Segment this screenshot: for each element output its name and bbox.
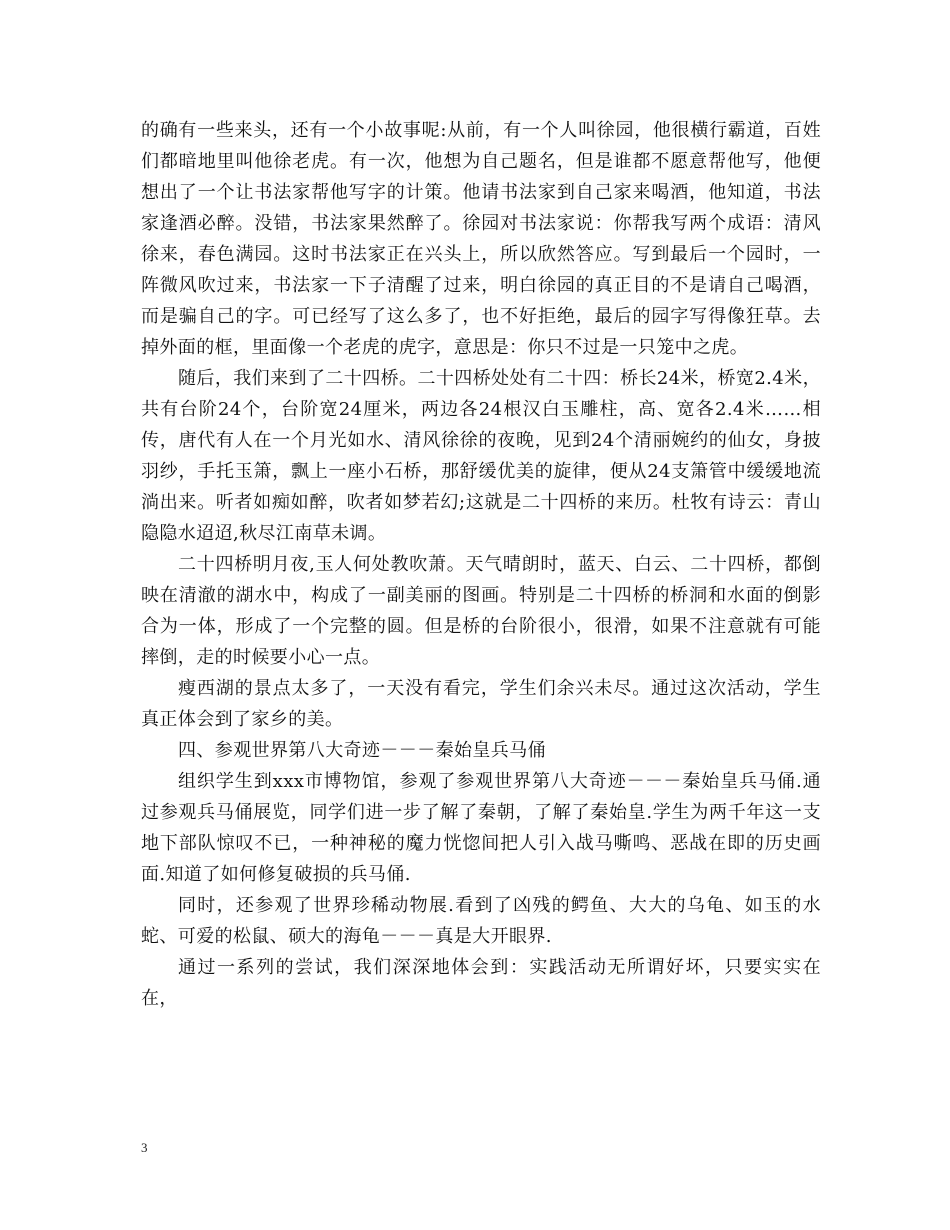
paragraph-2: 随后，我们来到了二十四桥。二十四桥处处有二十四：桥长24米，桥宽2.4米，共有台阶24个，台阶宽24厘米，两边各24根汉白玉雕柱，高、宽各2.4米……相传，唐代有人在一个月光如水、清风徐徐的夜晚，见到24个清丽婉约的仙女，身披羽纱，手托玉箫，飘上一座小石桥，那舒缓优美的旋律，便从24支箫管中缓缓地流淌出来。听者如痴如醉，吹者如梦若幻;这就是二十四桥的来历。杜牧有诗云：青山隐隐水迢迢,秋尽江南草未调。: [141, 368, 821, 544]
page-number: 3: [141, 1140, 148, 1155]
paragraph-1: 的确有一些来头，还有一个小故事呢:从前，有一个人叫徐园，他很横行霸道，百姓们都暗地里叫他徐老虎。有一次，他想为自己题名，但是谁都不愿意帮他写，他便想出了一个让书法家帮他写字的计策。他请书法家到自己家来喝酒，他知道，书法家逢酒必醉。没错，书法家果然醉了。徐园对书法家说：你帮我写两个成语：清风徐来，春色满园。这时书法家正在兴头上，所以欣然答应。写到最后一个园时，一阵微风吹过来，书法家一下子清醒了过来，明白徐园的真正目的不是请自己喝酒，而是骗自己的字。可已经写了这么多了，也不好拒绝，最后的园字写得像狂草。去掉外面的框，里面像一个老虎的虎字，意思是：你只不过是一只笼中之虎。: [141, 120, 821, 358]
paragraph-7: 通过一系列的尝试，我们深深地体会到：实践活动无所谓好坏，只要实实在在，: [141, 957, 821, 1009]
paragraph-5: 组织学生到xxx市博物馆，参观了参观世界第八大奇迹－－－秦始皇兵马俑.通过参观兵马俑展览，同学们进一步了解了秦朝，了解了秦始皇.学生为两千年这一支地下部队惊叹不已，一种神秘的魔力恍惚间把人引入战马嘶鸣、恶战在即的历史画面.知道了如何修复破损的兵马俑.: [141, 771, 821, 885]
section-heading: 四、参观世界第八大奇迹－－－秦始皇兵马俑: [178, 740, 546, 761]
document-body: [141, 115, 821, 1014]
paragraph-6: 同时，还参观了世界珍稀动物展.看到了凶残的鳄鱼、大大的乌龟、如玉的水蛇、可爱的松鼠、硕大的海龟－－－真是大开眼界.: [141, 895, 821, 947]
paragraph-4: 瘦西湖的景点太多了，一天没有看完，学生们余兴未尽。通过这次活动，学生真正体会到了家乡的美。: [141, 678, 821, 730]
paragraph-3: 二十四桥明月夜,玉人何处教吹萧。天气晴朗时，蓝天、白云、二十四桥，都倒映在清澈的湖水中，构成了一副美丽的图画。特别是二十四桥的桥洞和水面的倒影合为一体，形成了一个完整的圆。但是桥的台阶很小，很滑，如果不注意就有可能摔倒，走的时候要小心一点。: [141, 554, 821, 668]
